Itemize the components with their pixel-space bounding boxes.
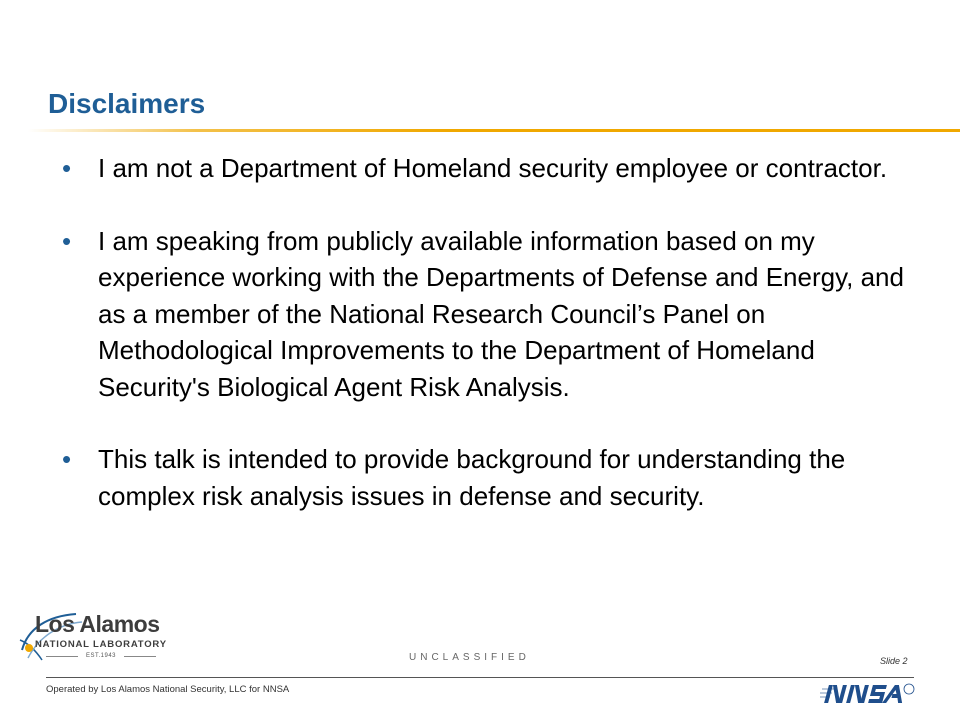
logo-est-line-left — [46, 656, 78, 657]
bullet-dot: • — [62, 444, 72, 474]
bullet-item — [62, 441, 932, 514]
logo-est-line-right — [124, 656, 156, 657]
title-underline — [28, 129, 960, 132]
bullet-dot: • — [62, 153, 72, 183]
bullet-item — [62, 150, 932, 187]
logo-subtitle: NATIONAL LABORATORY — [35, 639, 167, 650]
bullet-dot: • — [62, 225, 72, 256]
bullet-text: This talk is intended to provide background for understanding the complex risk analysis issues in defense and security. — [98, 444, 846, 511]
logo-wordmark: Los Alamos — [35, 611, 160, 637]
bullet-item — [62, 223, 932, 406]
bullet-text: I am speaking from publicly available information based on my experience working with the Departments of Defense and Energy, and as a member of the National Research Council’s Panel on Methodological Improvements to the Department of Homeland Security's Biological Agent Risk Analysis. — [98, 225, 904, 402]
bullet-text: I am not a Department of Homeland security employee or contractor. — [98, 153, 888, 183]
bullet-list — [62, 150, 932, 550]
classification-label: UNCLASSIFIED — [409, 652, 530, 663]
slide-title: Disclaimers — [48, 88, 206, 119]
footer-divider — [46, 677, 914, 678]
logo-est: EST.1943 — [86, 653, 117, 659]
slide-number: Slide 2 — [880, 656, 908, 666]
nnsa-logo-icon — [820, 681, 916, 707]
operated-by-text: Operated by Los Alamos National Security, LLC for NNSA — [46, 684, 290, 695]
